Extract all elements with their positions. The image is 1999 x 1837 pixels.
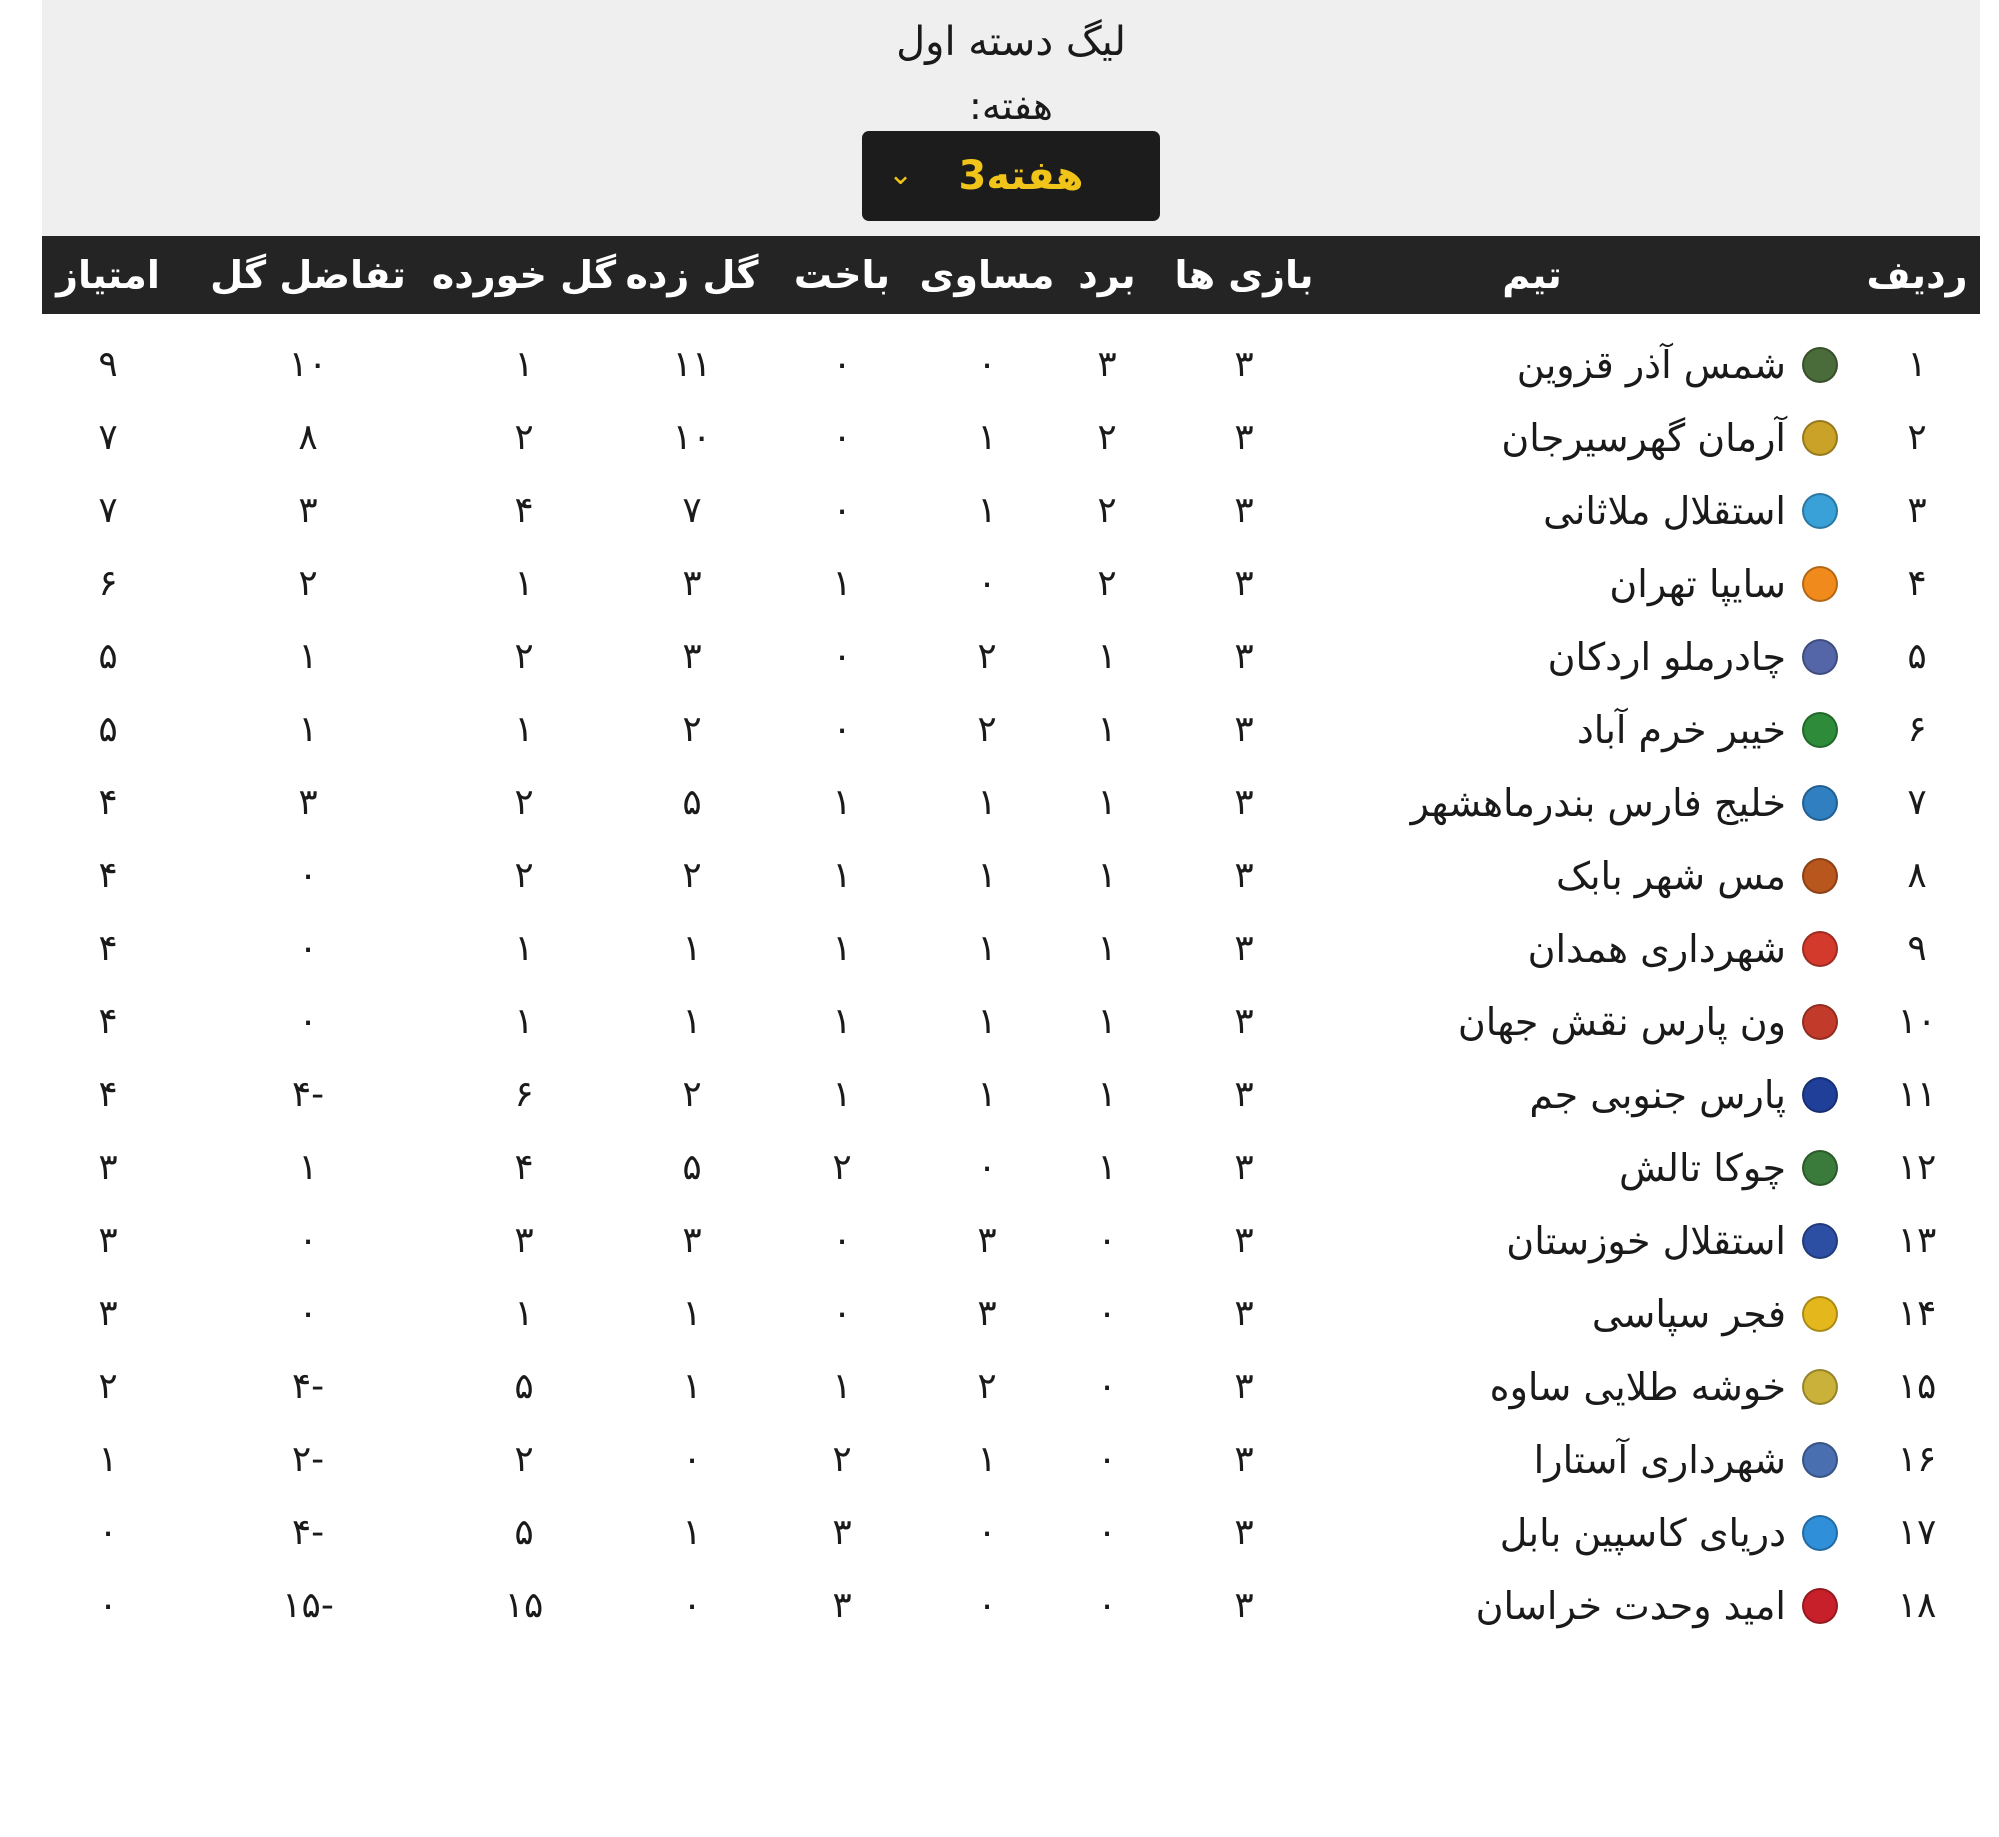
team-name: مس شهر بابک: [1555, 853, 1786, 898]
goals-for-cell: ۱۰: [672, 417, 712, 458]
team-name: چادرملو اردکان: [1547, 634, 1786, 679]
league-table-widget: [42, 0, 1980, 1642]
points-cell: ۳: [98, 1220, 118, 1261]
team-cell: [1490, 1350, 1838, 1423]
goal-difference-cell: ۲: [298, 563, 318, 604]
draw-cell: ۰: [977, 1585, 997, 1626]
rank-cell: ۲: [1907, 417, 1927, 458]
goals-for-cell: ۱: [682, 1512, 702, 1553]
draw-cell: ۱: [977, 1074, 997, 1115]
goals-against-cell: ۲: [514, 417, 534, 458]
col-header-team: تیم: [1502, 253, 1562, 297]
team-name: شمس آذر قزوین: [1516, 342, 1786, 387]
win-cell: ۲: [1097, 490, 1117, 531]
goal-difference-cell: -۲: [291, 1439, 325, 1480]
week-label: هفته:: [969, 84, 1053, 128]
draw-cell: ۲: [977, 636, 997, 677]
loss-cell: ۰: [832, 1293, 852, 1334]
goal-difference-cell: -۴: [291, 1512, 325, 1553]
draw-cell: ۱: [977, 928, 997, 969]
win-cell: ۲: [1097, 563, 1117, 604]
points-cell: ۳: [98, 1147, 118, 1188]
points-cell: ۷: [98, 490, 118, 531]
goals-for-cell: ۱: [682, 1366, 702, 1407]
col-header-win: برد: [1078, 253, 1136, 297]
win-cell: ۱: [1097, 1074, 1117, 1115]
goals-against-cell: ۱: [514, 928, 534, 969]
team-logo-icon: [1802, 1588, 1838, 1624]
goal-difference-cell: ۱: [298, 636, 318, 677]
rank-cell: ۵: [1907, 636, 1927, 677]
table-row: [42, 912, 1980, 985]
games-cell: ۳: [1234, 1585, 1254, 1626]
table-row: [42, 620, 1980, 693]
team-cell: [1506, 1204, 1838, 1277]
draw-cell: ۰: [977, 344, 997, 385]
table-row: [42, 401, 1980, 474]
win-cell: ۰: [1097, 1585, 1117, 1626]
points-cell: ۱: [98, 1439, 118, 1480]
team-cell: [1543, 474, 1838, 547]
draw-cell: ۱: [977, 417, 997, 458]
table-row: [42, 1131, 1980, 1204]
team-name: ون پارس نقش جهان: [1457, 999, 1786, 1044]
goals-against-cell: ۳: [514, 1220, 534, 1261]
goal-difference-cell: ۰: [298, 1220, 318, 1261]
col-header-rank: ردیف: [1866, 253, 1968, 297]
goal-difference-cell: ۰: [298, 1001, 318, 1042]
games-cell: ۳: [1234, 782, 1254, 823]
goal-difference-cell: ۱: [298, 709, 318, 750]
team-name: آرمان گهرسیرجان: [1501, 415, 1786, 460]
col-header-games: بازی ها: [1174, 253, 1314, 297]
win-cell: ۱: [1097, 1001, 1117, 1042]
goals-for-cell: ۷: [682, 490, 702, 531]
table-header: [42, 236, 1980, 314]
table-row: [42, 1350, 1980, 1423]
rank-cell: ۴: [1907, 563, 1927, 604]
goal-difference-cell: -۴: [291, 1074, 325, 1115]
goal-difference-cell: ۱۰: [288, 344, 328, 385]
loss-cell: ۱: [832, 1074, 852, 1115]
loss-cell: ۰: [832, 344, 852, 385]
col-header-draw: مساوی: [919, 253, 1055, 297]
goals-against-cell: ۲: [514, 855, 534, 896]
win-cell: ۱: [1097, 636, 1117, 677]
team-logo-icon: [1802, 347, 1838, 383]
team-cell: [1556, 839, 1838, 912]
draw-cell: ۳: [977, 1220, 997, 1261]
rank-cell: ۷: [1907, 782, 1927, 823]
goals-against-cell: ۲: [514, 782, 534, 823]
team-logo-icon: [1802, 858, 1838, 894]
goals-for-cell: ۰: [682, 1439, 702, 1480]
draw-cell: ۱: [977, 1439, 997, 1480]
points-cell: ۵: [98, 709, 118, 750]
team-logo-icon: [1802, 931, 1838, 967]
games-cell: ۳: [1234, 636, 1254, 677]
goals-for-cell: ۳: [682, 563, 702, 604]
team-logo-icon: [1802, 1296, 1838, 1332]
goals-against-cell: ۱: [514, 344, 534, 385]
draw-cell: ۱: [977, 855, 997, 896]
team-cell: [1411, 766, 1838, 839]
goals-for-cell: ۱: [682, 928, 702, 969]
win-cell: ۲: [1097, 417, 1117, 458]
team-name: خیبر خرم آباد: [1576, 707, 1786, 752]
week-select-value: هفته3: [958, 153, 1084, 199]
loss-cell: ۲: [832, 1439, 852, 1480]
goals-against-cell: ۴: [514, 490, 534, 531]
games-cell: ۳: [1234, 1439, 1254, 1480]
goals-against-cell: ۵: [514, 1512, 534, 1553]
points-cell: ۴: [98, 928, 118, 969]
draw-cell: ۱: [977, 490, 997, 531]
loss-cell: ۰: [832, 1220, 852, 1261]
col-header-goals-against: گل خورده: [431, 253, 617, 297]
goals-against-cell: ۱۵: [504, 1585, 544, 1626]
team-name: استقلال خوزستان: [1506, 1218, 1786, 1263]
loss-cell: ۰: [832, 636, 852, 677]
team-logo-icon: [1802, 1077, 1838, 1113]
rank-cell: ۱۵: [1897, 1366, 1937, 1407]
team-cell: [1476, 1569, 1838, 1642]
goal-difference-cell: -۴: [291, 1366, 325, 1407]
team-cell: [1592, 1277, 1838, 1350]
team-cell: [1619, 1131, 1838, 1204]
draw-cell: ۲: [977, 709, 997, 750]
rank-cell: ۱۳: [1897, 1220, 1937, 1261]
goal-difference-cell: -۱۵: [282, 1585, 334, 1626]
points-cell: ۰: [98, 1585, 118, 1626]
league-title: لیگ دسته اول: [896, 19, 1126, 65]
team-name: پارس جنوبی جم: [1529, 1072, 1786, 1117]
goals-for-cell: ۵: [682, 782, 702, 823]
table-row: [42, 1277, 1980, 1350]
rank-cell: ۳: [1907, 490, 1927, 531]
team-name: خلیج فارس بندرماهشهر: [1410, 780, 1786, 825]
goals-for-cell: ۱۱: [672, 344, 712, 385]
table-row: [42, 839, 1980, 912]
points-cell: ۲: [98, 1366, 118, 1407]
loss-cell: ۱: [832, 855, 852, 896]
loss-cell: ۰: [832, 490, 852, 531]
points-cell: ۶: [98, 563, 118, 604]
games-cell: ۳: [1234, 928, 1254, 969]
team-logo-icon: [1802, 1515, 1838, 1551]
goals-for-cell: ۲: [682, 855, 702, 896]
team-cell: [1517, 328, 1838, 401]
games-cell: ۳: [1234, 1512, 1254, 1553]
team-name: سایپا تهران: [1609, 561, 1786, 606]
rank-cell: ۱۰: [1897, 1001, 1937, 1042]
win-cell: ۱: [1097, 1147, 1117, 1188]
table-row: [42, 547, 1980, 620]
table-row: [42, 1058, 1980, 1131]
loss-cell: ۲: [832, 1147, 852, 1188]
points-cell: ۹: [98, 344, 118, 385]
col-header-goals-for: گل زده: [625, 253, 759, 297]
team-logo-icon: [1802, 1369, 1838, 1405]
goals-for-cell: ۳: [682, 636, 702, 677]
rank-cell: ۱۷: [1897, 1512, 1937, 1553]
col-header-goal-difference: تفاضل گل: [210, 253, 406, 297]
goal-difference-cell: ۸: [298, 417, 318, 458]
goal-difference-cell: ۳: [298, 782, 318, 823]
games-cell: ۳: [1234, 1001, 1254, 1042]
loss-cell: ۳: [832, 1585, 852, 1626]
games-cell: ۳: [1234, 563, 1254, 604]
table-row: [42, 1496, 1980, 1569]
team-name: خوشه طلایی ساوه: [1489, 1364, 1786, 1409]
goals-against-cell: ۲: [514, 1439, 534, 1480]
games-cell: ۳: [1234, 709, 1254, 750]
team-logo-icon: [1802, 1004, 1838, 1040]
goals-against-cell: ۱: [514, 563, 534, 604]
rank-cell: ۱۶: [1897, 1439, 1937, 1480]
loss-cell: ۱: [832, 782, 852, 823]
points-cell: ۷: [98, 417, 118, 458]
goals-for-cell: ۱: [682, 1001, 702, 1042]
goals-against-cell: ۵: [514, 1366, 534, 1407]
goals-for-cell: ۲: [682, 1074, 702, 1115]
rank-cell: ۶: [1907, 709, 1927, 750]
loss-cell: ۱: [832, 928, 852, 969]
win-cell: ۱: [1097, 928, 1117, 969]
games-cell: ۳: [1234, 1074, 1254, 1115]
draw-cell: ۰: [977, 563, 997, 604]
draw-cell: ۱: [977, 782, 997, 823]
table-row: [42, 474, 1980, 547]
win-cell: ۱: [1097, 855, 1117, 896]
goals-for-cell: ۲: [682, 709, 702, 750]
team-logo-icon: [1802, 1442, 1838, 1478]
team-cell: [1577, 693, 1838, 766]
loss-cell: ۳: [832, 1512, 852, 1553]
table-row: [42, 693, 1980, 766]
table-row: [42, 1204, 1980, 1277]
rank-cell: ۱۸: [1897, 1585, 1937, 1626]
goal-difference-cell: ۱: [298, 1147, 318, 1188]
draw-cell: ۰: [977, 1512, 997, 1553]
goal-difference-cell: ۳: [298, 490, 318, 531]
team-logo-icon: [1802, 785, 1838, 821]
win-cell: ۳: [1097, 344, 1117, 385]
goals-against-cell: ۱: [514, 1001, 534, 1042]
games-cell: ۳: [1234, 1366, 1254, 1407]
rank-cell: ۱۴: [1897, 1293, 1937, 1334]
loss-cell: ۰: [832, 709, 852, 750]
goals-against-cell: ۲: [514, 636, 534, 677]
points-cell: ۵: [98, 636, 118, 677]
games-cell: ۳: [1234, 1147, 1254, 1188]
points-cell: ۰: [98, 1512, 118, 1553]
table-row: [42, 766, 1980, 839]
games-cell: ۳: [1234, 490, 1254, 531]
col-header-loss: باخت: [793, 253, 891, 297]
team-cell: [1458, 985, 1838, 1058]
team-logo-icon: [1802, 493, 1838, 529]
team-name: فجر سپاسی: [1591, 1291, 1786, 1336]
goals-for-cell: ۱: [682, 1293, 702, 1334]
goals-against-cell: ۱: [514, 1293, 534, 1334]
team-name: امید وحدت خراسان: [1475, 1583, 1786, 1628]
win-cell: ۰: [1097, 1366, 1117, 1407]
goal-difference-cell: ۰: [298, 928, 318, 969]
table-body: [42, 328, 1980, 1642]
rank-cell: ۸: [1907, 855, 1927, 896]
loss-cell: ۰: [832, 417, 852, 458]
win-cell: ۰: [1097, 1293, 1117, 1334]
table-row: [42, 1423, 1980, 1496]
team-cell: [1501, 401, 1838, 474]
team-cell: [1534, 1423, 1838, 1496]
games-cell: ۳: [1234, 417, 1254, 458]
draw-cell: ۰: [977, 1147, 997, 1188]
team-logo-icon: [1802, 712, 1838, 748]
team-logo-icon: [1802, 1150, 1838, 1186]
goal-difference-cell: ۰: [298, 1293, 318, 1334]
goals-against-cell: ۴: [514, 1147, 534, 1188]
team-logo-icon: [1802, 420, 1838, 456]
team-name: شهرداری همدان: [1527, 926, 1786, 971]
win-cell: ۰: [1097, 1439, 1117, 1480]
rank-cell: ۱۲: [1897, 1147, 1937, 1188]
team-logo-icon: [1802, 1223, 1838, 1259]
table-row: [42, 328, 1980, 401]
team-cell: [1548, 620, 1838, 693]
team-name: استقلال ملاثانی: [1543, 488, 1786, 533]
games-cell: ۳: [1234, 855, 1254, 896]
loss-cell: ۱: [832, 563, 852, 604]
goals-for-cell: ۳: [682, 1220, 702, 1261]
points-cell: ۴: [98, 782, 118, 823]
rank-cell: ۱۱: [1897, 1074, 1937, 1115]
goal-difference-cell: ۰: [298, 855, 318, 896]
rank-cell: ۹: [1907, 928, 1927, 969]
win-cell: ۰: [1097, 1512, 1117, 1553]
team-name: دریای کاسپین بابل: [1499, 1510, 1786, 1555]
games-cell: ۳: [1234, 1220, 1254, 1261]
goals-against-cell: ۱: [514, 709, 534, 750]
league-header: [42, 0, 1980, 236]
win-cell: ۱: [1097, 709, 1117, 750]
table-row: [42, 985, 1980, 1058]
col-header-points: امتیاز: [56, 253, 160, 297]
win-cell: ۱: [1097, 782, 1117, 823]
chevron-down-icon: ⌄: [888, 157, 914, 192]
games-cell: ۳: [1234, 1293, 1254, 1334]
draw-cell: ۳: [977, 1293, 997, 1334]
goals-for-cell: ۵: [682, 1147, 702, 1188]
points-cell: ۴: [98, 1001, 118, 1042]
draw-cell: ۲: [977, 1366, 997, 1407]
team-logo-icon: [1802, 639, 1838, 675]
loss-cell: ۱: [832, 1366, 852, 1407]
team-name: شهرداری آستارا: [1533, 1437, 1786, 1482]
goals-against-cell: ۶: [514, 1074, 534, 1115]
team-cell: [1528, 912, 1838, 985]
points-cell: ۴: [98, 1074, 118, 1115]
table-row: [42, 1569, 1980, 1642]
goals-for-cell: ۰: [682, 1585, 702, 1626]
loss-cell: ۱: [832, 1001, 852, 1042]
week-select-dropdown[interactable]: [862, 131, 1160, 221]
team-cell: [1500, 1496, 1838, 1569]
team-cell: [1609, 547, 1838, 620]
draw-cell: ۱: [977, 1001, 997, 1042]
points-cell: ۳: [98, 1293, 118, 1334]
points-cell: ۴: [98, 855, 118, 896]
team-cell: [1529, 1058, 1838, 1131]
win-cell: ۰: [1097, 1220, 1117, 1261]
games-cell: ۳: [1234, 344, 1254, 385]
rank-cell: ۱: [1907, 344, 1927, 385]
team-logo-icon: [1802, 566, 1838, 602]
team-name: چوکا تالش: [1618, 1145, 1786, 1190]
